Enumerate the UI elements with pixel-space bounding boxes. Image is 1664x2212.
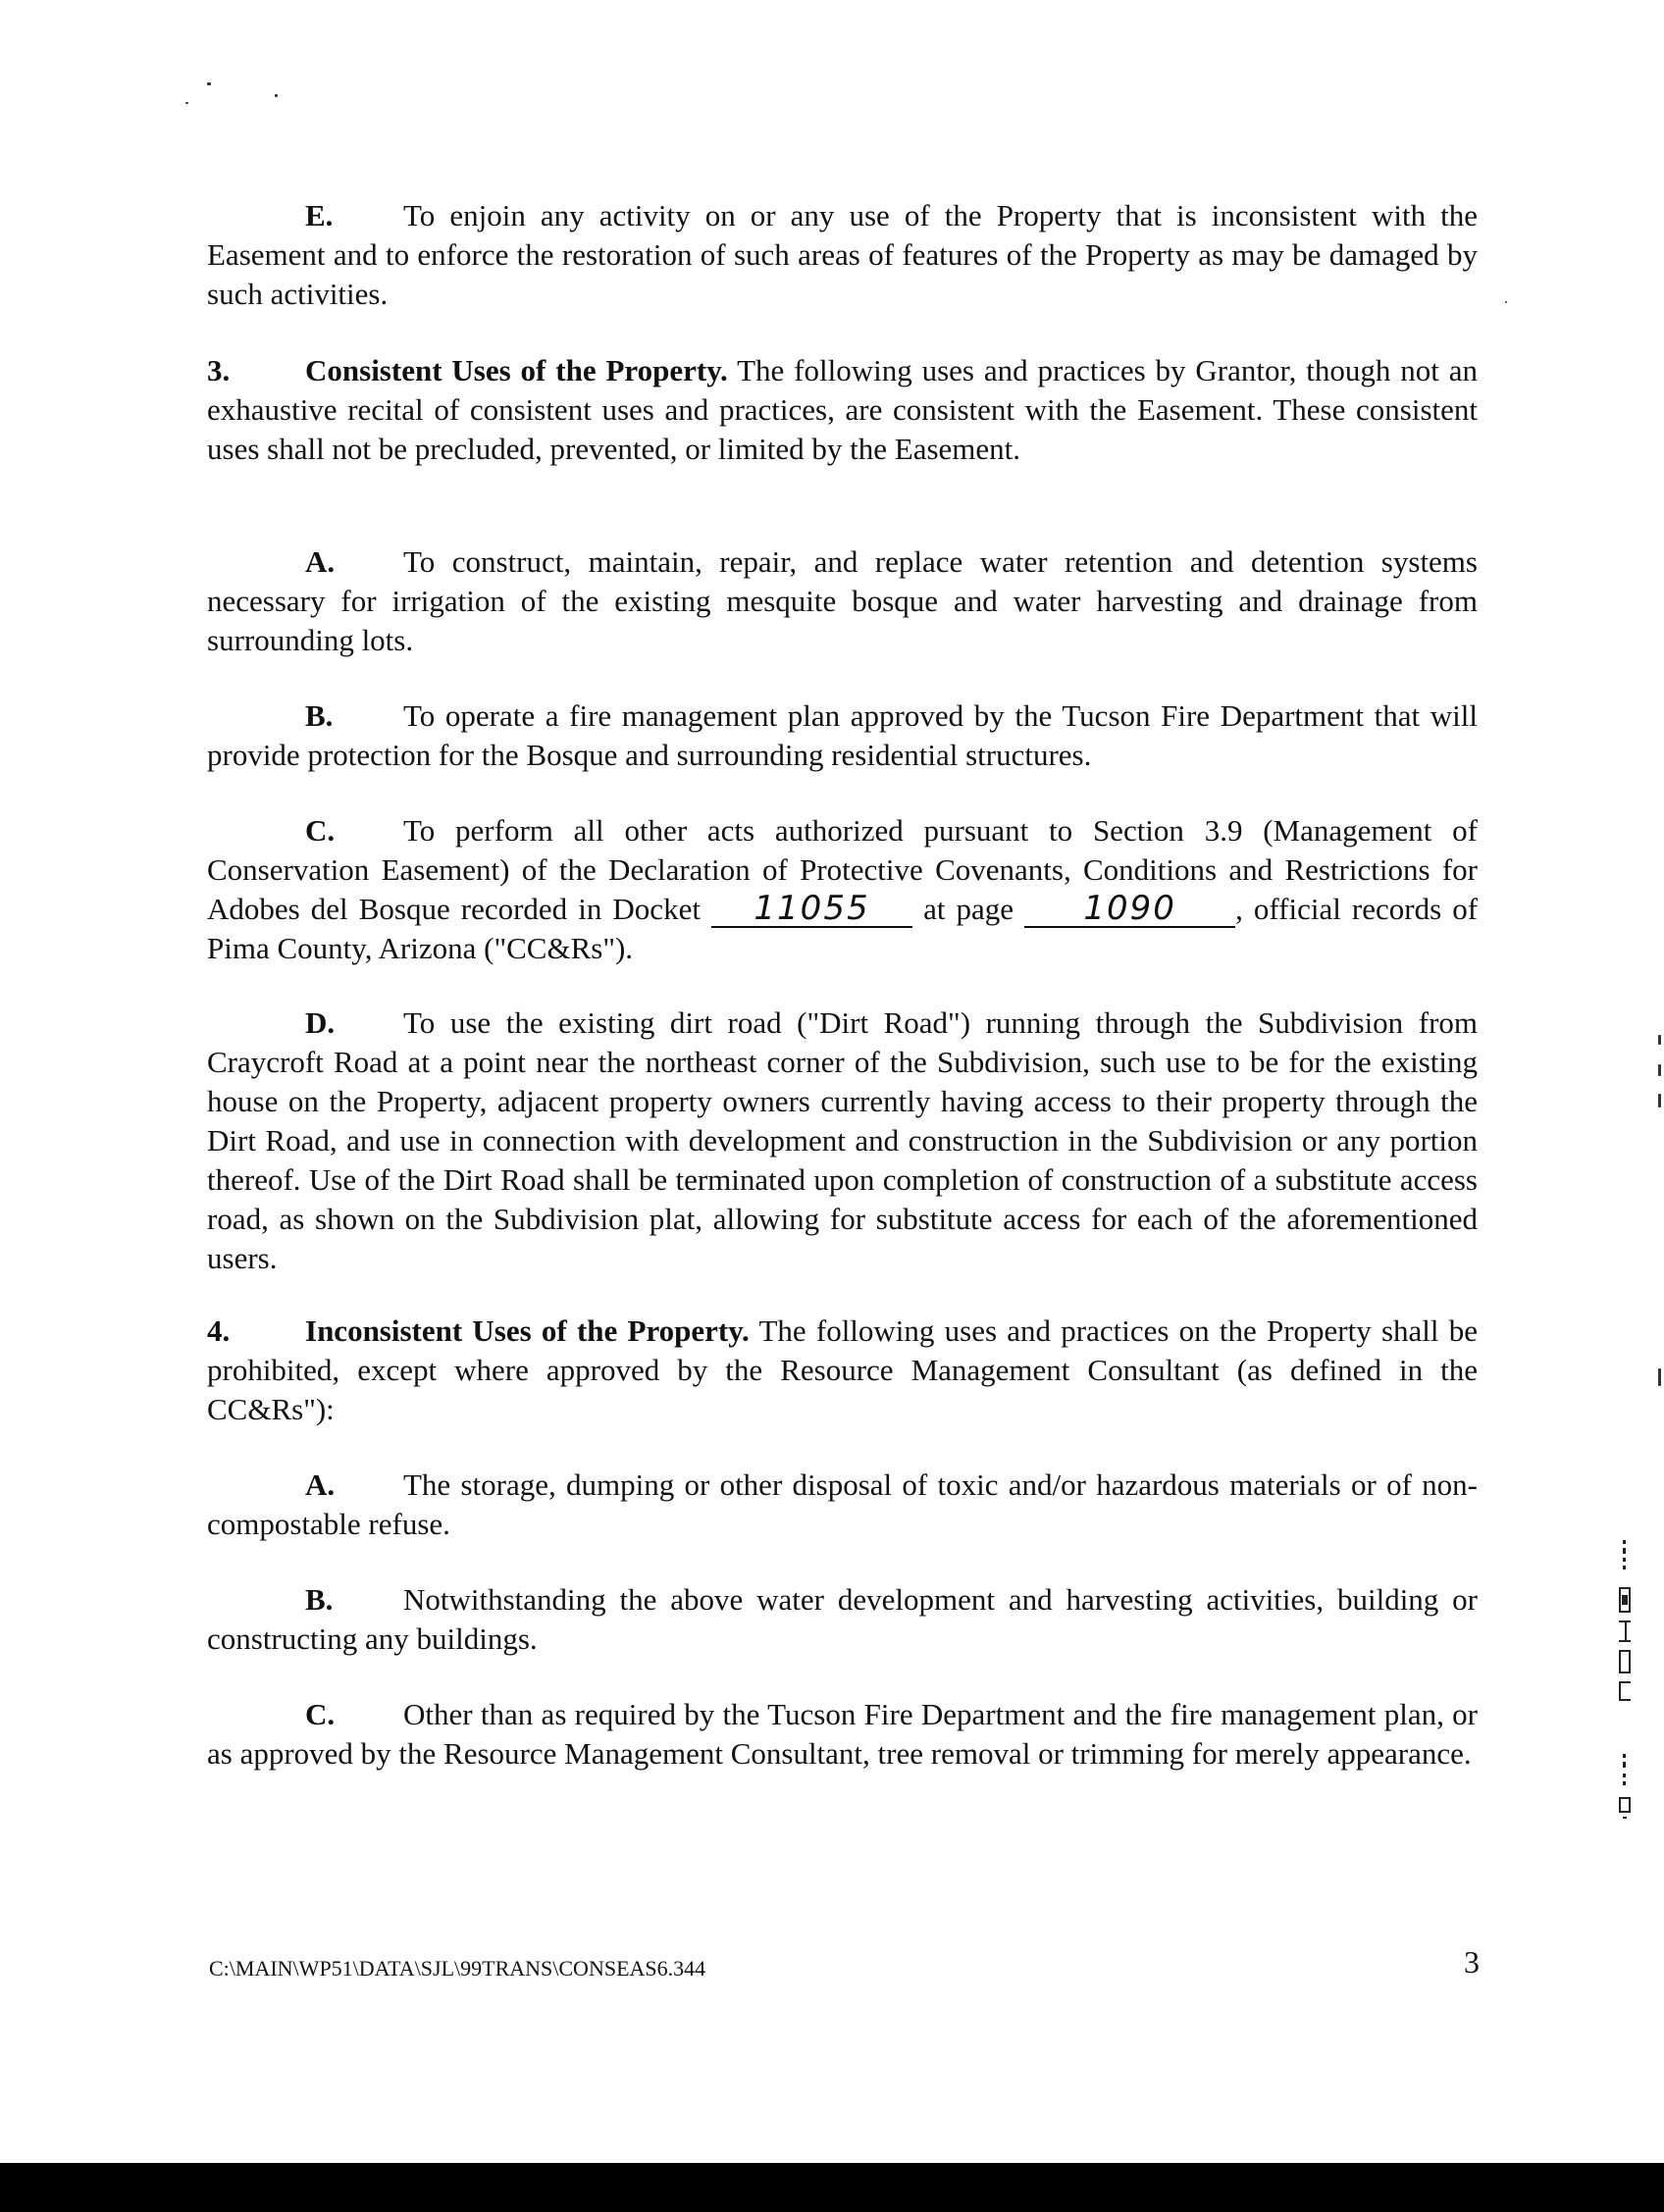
recording-stamp-icon [1611, 1540, 1640, 1883]
section-4-text: The following uses and practices on the Property shall be prohibited, except where approved by the Resource Management Consultant (as defined in the CC&Rs"): [207, 1313, 1478, 1426]
scan-mark [1658, 1094, 1661, 1107]
section-3-text: The following uses and practices by Grantor, though not an exhaustive recital of consistent uses and practices, are consistent with the Easement. These consistent uses shall not be precluded, prevented, or limited by the Easement. [207, 353, 1478, 466]
section-3-item-b-text: To operate a fire management plan approved by the Tucson Fire Department that will provide protection for the Bosque and surrounding residential structures. [207, 698, 1478, 772]
section-4-item-b-label: B. [305, 1582, 334, 1617]
section-3-item-c-text-after: , official records of Pima County, Arizona ("CC&Rs"). [207, 892, 1479, 965]
docket-number-handwritten: 11055 [754, 889, 870, 928]
paragraph-e-label: E. [305, 198, 334, 232]
scan-speck [275, 94, 278, 97]
section-4 [207, 1312, 1478, 1429]
section-4-item-a-label: A. [305, 1467, 336, 1502]
section-4-heading: Inconsistent Uses of the Property. [305, 1313, 750, 1348]
page-number: 3 [1464, 1944, 1480, 1980]
section-3-number: 3. [207, 353, 231, 387]
scan-speck [207, 82, 211, 85]
section-3-item-d-text: To use the existing dirt road ("Dirt Road") running through the Subdivision from Craycroft Road at a point near the northeast corner of the Subdivision, such use to be for the existing house on the Property, adjacent property owners currently having access to their property through the Dirt Road, and use in connection with development and construction in the Subdivision or any portion thereof. Use of the Dirt Road shall be terminated upon completion of construction of a substitute access road, as shown on the Subdivision plat, allowing for substitute access for each of the aforementioned users. [207, 1005, 1478, 1275]
section-3-item-d-label: D. [305, 1005, 336, 1040]
section-3-item-d [207, 1003, 1478, 1278]
scan-mark [1658, 1368, 1661, 1386]
section-3-item-c [207, 811, 1478, 968]
section-3-item-b-label: B. [305, 698, 334, 733]
scan-mark [1505, 301, 1507, 303]
section-3-item-b [207, 696, 1478, 775]
section-3-item-c-text-middle: at page [923, 892, 1014, 926]
section-3-item-a-label: A. [305, 544, 336, 579]
section-3-item-a-text: To construct, maintain, repair, and replace water retention and detention systems necessary for irrigation of the existing mesquite bosque and water harvesting and drainage from surrounding lots. [207, 544, 1478, 657]
paragraph-e [207, 196, 1478, 314]
page-number-handwritten: 1090 [1083, 889, 1176, 928]
section-4-number: 4. [207, 1313, 231, 1348]
section-4-item-b-text: Notwithstanding the above water development and harvesting activities, building or constructing any buildings. [207, 1582, 1478, 1656]
section-3-item-c-label: C. [305, 813, 336, 848]
section-4-item-a [207, 1466, 1478, 1544]
section-4-item-a-text: The storage, dumping or other disposal of toxic and/or hazardous materials or of non-compostable refuse. [207, 1467, 1478, 1541]
section-3-item-a [207, 542, 1478, 660]
section-4-item-b [207, 1580, 1478, 1659]
section-4-item-c [207, 1695, 1478, 1774]
paragraph-e-text: To enjoin any activity on or any use of the Property that is inconsistent with the Easement and to enforce the restoration of such areas of features of the Property as may be damaged by such activities. [207, 198, 1478, 311]
scan-mark [1658, 1064, 1661, 1076]
section-3 [207, 351, 1478, 469]
section-4-item-c-label: C. [305, 1697, 336, 1731]
section-3-item-c-text-before: To perform all other acts authorized pursuant to Section 3.9 (Management of Conservation Easement) of the Declaration of Protective Covenants, Conditions and Restrictions for Adobes del Bosque recorded in Docket [207, 813, 1478, 926]
page-number-field [1024, 889, 1235, 928]
section-3-heading: Consistent Uses of the Property. [305, 353, 728, 387]
section-4-item-c-text: Other than as required by the Tucson Fire Department and the fire management plan, or as approved by the Resource Management Consultant, tree removal or trimming for merely appearance. [207, 1697, 1478, 1771]
docket-number-field [711, 889, 912, 928]
scan-speck [185, 102, 188, 104]
scan-mark [1658, 1035, 1661, 1045]
footer-file-path: C:\MAIN\WP51\DATA\SJL\99TRANS\CONSEAS6.344 [209, 1956, 706, 1981]
